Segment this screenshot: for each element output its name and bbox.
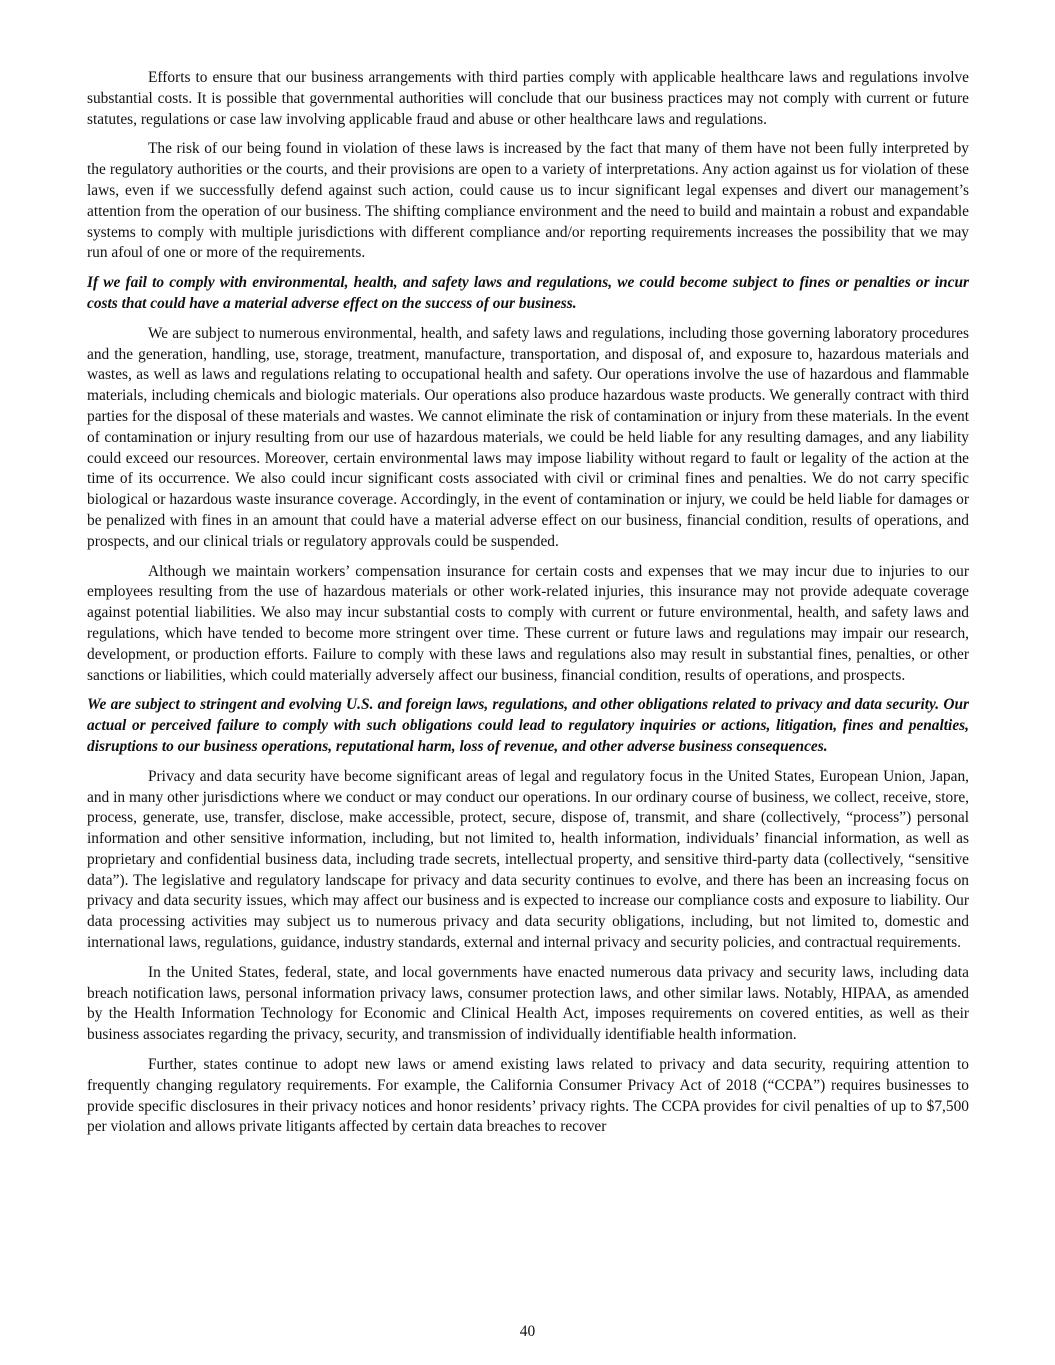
document-page — [87, 68, 969, 1147]
body-paragraph: Efforts to ensure that our business arrangements with third parties comply with applicable healthcare laws and regulations involve substantial costs. It is possible that governmental authorities will conclude that our business practices may not comply with current or future statutes, regulations or case law involving applicable fraud and abuse or other healthcare laws and regulations. — [87, 69, 969, 128]
body-paragraph: The risk of our being found in violation of these laws is increased by the fact that many of them have not been fully interpreted by the regulatory authorities or the courts, and their provisions are open to a variety of interpretations. Any action against us for violation of these laws, even if we successfully defend against such action, could cause us to incur significant legal expenses and divert our management’s attention from the operation of our business. The shifting compliance environment and the need to build and maintain a robust and expandable systems to comply with multiple jurisdictions with different compliance and/or reporting requirements increases the possibility that we may run afoul of one or more of the requirements. — [87, 140, 969, 262]
body-paragraph: Privacy and data security have become significant areas of legal and regulatory focus in the United States, European Union, Japan, and in many other jurisdictions where we conduct or may conduct our operations. In our ordinary course of business, we collect, receive, store, process, generate, use, transfer, disclose, make accessible, protect, secure, dispose of, transmit, and share (collectively, “process”) personal information and other sensitive information, including, but not limited to, health information, individuals’ financial information, as well as proprietary and confidential business data, including trade secrets, intellectual property, and sensitive third-party data (collectively, “sensitive data”). The legislative and regulatory landscape for privacy and data security continues to evolve, and there has been an increasing focus on privacy and data security issues, which may affect our business and is expected to increase our compliance costs and exposure to liability. Our data processing activities may subject us to numerous privacy and data security obligations, including, but not limited to, domestic and international laws, regulations, guidance, industry standards, external and internal privacy and security policies, and contractual requirements. — [87, 767, 969, 952]
body-paragraph: We are subject to numerous environmental, health, and safety laws and regulations, including those governing laboratory procedures and the generation, handling, use, storage, treatment, manufacture, transportation, and disposal of, and exposure to, hazardous materials and wastes, as well as laws and regulations relating to occupational health and safety. Our operations involve the use of hazardous and flammable materials, including chemicals and biologic materials. Our operations also produce hazardous waste products. We generally contract with third parties for the disposal of these materials and wastes. We cannot eliminate the risk of contamination or injury from these materials. In the event of contamination or injury resulting from our use of hazardous materials, we could be held liable for any resulting damages, and any liability could exceed our resources. Moreover, certain environmental laws may impose liability without regard to fault or legality of the action at the time of its occurrence. We also could incur significant costs associated with civil or criminal fines and penalties. We do not carry specific biological or hazardous waste insurance coverage. Accordingly, in the event of contamination or injury, we could be held liable for damages or be penalized with fines in an amount that could have a material adverse effect on our business, financial condition, results of operations, and prospects, and our clinical trials or regulatory approvals could be suspended. — [87, 324, 969, 550]
body-paragraph: Further, states continue to adopt new laws or amend existing laws related to privacy and data security, requiring attention to frequently changing regulatory requirements. For example, the California Consumer Privacy Act of 2018 (“CCPA”) requires businesses to provide specific disclosures in their privacy notices and honor residents’ privacy rights. The CCPA provides for civil penalties of up to $7,500 per violation and allows private litigants affected by certain data breaches to recover — [87, 1056, 969, 1136]
section-heading: If we fail to comply with environmental, health, and safety laws and regulations, we could become subject to fines or penalties or incur costs that could have a material adverse effect on the success of our business. — [87, 274, 969, 312]
section-heading: We are subject to stringent and evolving U.S. and foreign laws, regulations, and other obligations related to privacy and data security. Our actual or perceived failure to comply with such obligations could lead to regulatory inquiries or actions, litigation, fines and penalties, disruptions to our business operations, reputational harm, loss of revenue, and other adverse business consequences. — [87, 696, 969, 755]
page-number: 40 — [519, 1323, 536, 1340]
body-paragraph: In the United States, federal, state, and local governments have enacted numerous data privacy and security laws, including data breach notification laws, personal information privacy laws, consumer protection laws, and other similar laws. Notably, HIPAA, as amended by the Health Information Technology for Economic and Clinical Health Act, imposes requirements on covered entities, as well as their business associates regarding the privacy, security, and transmission of individually identifiable health information. — [87, 963, 969, 1044]
body-paragraph: Although we maintain workers’ compensation insurance for certain costs and expenses that we may incur due to injuries to our employees resulting from the use of hazardous materials or other work-related injuries, this insurance may not provide adequate coverage against potential liabilities. We also may incur substantial costs to comply with current or future environmental, health, and safety laws and regulations, which have tended to become more stringent over time. These current or future laws and regulations may impair our research, development, or production efforts. Failure to comply with these laws and regulations also may result in substantial fines, penalties, or other sanctions or liabilities, which could materially adversely affect our business, financial condition, results of operations, and prospects. — [87, 562, 969, 684]
